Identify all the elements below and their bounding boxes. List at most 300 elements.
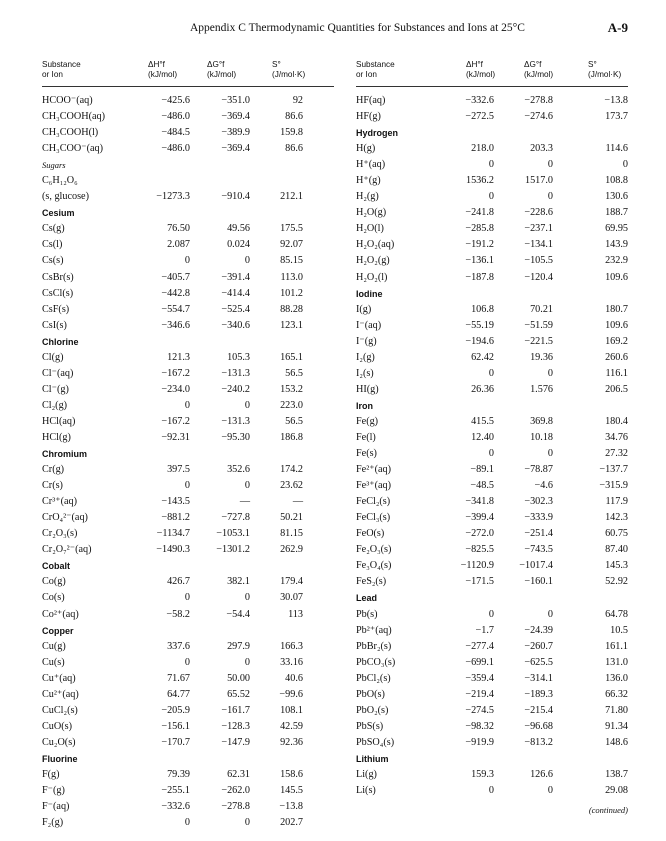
table-row (356, 478, 628, 494)
entropy-value: 262.9 (280, 544, 303, 556)
table-row (42, 783, 334, 799)
entropy-value: 91.34 (605, 720, 628, 732)
enthalpy-value: −143.5 (161, 496, 190, 508)
enthalpy-value: −825.5 (465, 544, 494, 556)
table-row (356, 253, 628, 269)
gibbs-value: −333.9 (524, 512, 553, 524)
gibbs-value: −240.2 (221, 383, 250, 395)
section-heading (42, 623, 334, 639)
entropy-value: 145.5 (280, 785, 303, 797)
substance-name: FeCl₂(s) (356, 496, 391, 508)
enthalpy-value: −699.1 (465, 656, 494, 668)
enthalpy-value: 0 (184, 592, 190, 604)
col-dg-1: ΔG°f (207, 60, 225, 69)
table-row (42, 221, 334, 237)
entropy-value: 64.78 (605, 608, 628, 620)
gibbs-value: −314.1 (524, 672, 553, 684)
substance-name: CuCl₂(s) (42, 704, 78, 716)
table-row (42, 478, 334, 494)
gibbs-value: 19.36 (530, 351, 553, 363)
enthalpy-value: −1120.9 (460, 560, 494, 572)
entropy-value: 142.3 (605, 512, 628, 524)
entropy-value: 161.1 (605, 640, 628, 652)
enthalpy-value: 415.5 (471, 415, 494, 427)
gibbs-value: 369.8 (530, 415, 553, 427)
enthalpy-value: 79.39 (167, 768, 190, 780)
gibbs-value: −189.3 (524, 688, 553, 700)
entropy-value: 92 (292, 95, 303, 106)
gibbs-value: 0 (244, 480, 250, 492)
substance-name: I⁻(g) (356, 335, 377, 347)
col-dh-2: (kJ/mol) (148, 70, 178, 79)
gibbs-value: −134.1 (524, 239, 553, 251)
substance-name: CsF(s) (42, 303, 70, 315)
table-row (356, 655, 628, 671)
gibbs-value: −24.39 (524, 624, 553, 636)
table-row (356, 414, 628, 430)
page-title: Appendix C Thermodynamic Quantities for Substances and Ions at 25°C (190, 22, 525, 34)
entropy-value: 27.32 (605, 448, 628, 460)
gibbs-value: −389.9 (221, 127, 250, 139)
table-row (42, 494, 334, 510)
substance-name: H⁺(aq) (356, 159, 386, 171)
table-row (42, 655, 334, 671)
enthalpy-value: 26.36 (471, 383, 494, 395)
table-row (356, 302, 628, 318)
section-heading (356, 398, 628, 414)
entropy-value: 30.07 (280, 592, 303, 604)
section-heading (356, 286, 628, 302)
enthalpy-value: −187.8 (465, 271, 494, 283)
enthalpy-value: 0 (488, 191, 494, 203)
table-row (42, 350, 334, 366)
entropy-value: 34.76 (605, 431, 628, 443)
gibbs-value: −1017.4 (519, 560, 553, 572)
substance-name: Cl(g) (42, 351, 64, 363)
substance-name: Cr(g) (42, 464, 65, 476)
table-row (42, 703, 334, 719)
entropy-value: 108.1 (280, 704, 303, 716)
table-row (42, 462, 334, 478)
enthalpy-value: 397.5 (167, 464, 190, 476)
substance-name: CsBr(s) (42, 271, 74, 283)
enthalpy-value: 0 (488, 785, 494, 797)
enthalpy-value: −255.1 (161, 785, 190, 797)
entropy-value: 85.15 (280, 255, 303, 267)
substance-name: CrO₄²⁻(aq) (42, 512, 88, 524)
entropy-value: 71.80 (605, 704, 628, 716)
entropy-value: 173.7 (605, 111, 628, 123)
substance-name: CsCl(s) (42, 287, 74, 299)
gibbs-value: −160.1 (524, 576, 553, 588)
entropy-value: 180.7 (605, 303, 628, 315)
gibbs-value: −54.4 (226, 608, 250, 620)
entropy-value: 202.7 (280, 817, 303, 829)
enthalpy-value: −359.4 (465, 672, 494, 684)
substance-name: I₂(s) (356, 367, 374, 379)
gibbs-value: 0 (244, 656, 250, 668)
table-row (42, 719, 334, 735)
gibbs-value: 0 (547, 191, 553, 203)
gibbs-value: −1053.1 (216, 528, 250, 540)
enthalpy-value: −405.7 (161, 271, 190, 283)
entropy-value: 113 (288, 608, 303, 620)
gibbs-value: 70.21 (530, 303, 553, 315)
col-dh-2: (kJ/mol) (466, 70, 496, 79)
entropy-value: 131.0 (605, 656, 628, 668)
substance-name: F₂(g) (42, 817, 64, 829)
entropy-value: 113.0 (280, 271, 303, 283)
section-label: Iodine (356, 288, 383, 299)
enthalpy-value: 76.50 (167, 223, 190, 235)
enthalpy-value: −1490.3 (156, 544, 190, 556)
gibbs-value: 297.9 (227, 640, 250, 652)
gibbs-value: −625.5 (524, 656, 553, 668)
entropy-value: 52.92 (605, 576, 628, 588)
gibbs-value: −369.4 (221, 111, 250, 123)
substance-name: HCl(aq) (42, 415, 76, 427)
gibbs-value: −743.5 (524, 544, 553, 556)
substance-name: HI(g) (356, 383, 379, 395)
gibbs-value: −278.8 (221, 801, 250, 813)
substance-name: F⁻(g) (42, 785, 65, 797)
substance-name: Fe(g) (356, 415, 379, 427)
section-heading (356, 751, 628, 767)
entropy-value: 56.5 (285, 367, 303, 379)
entropy-value: 175.5 (280, 223, 303, 235)
substance-name: Fe₃O₄(s) (356, 560, 392, 572)
substance-name: FeCl₃(s) (356, 512, 391, 524)
substance-name: H(g) (356, 143, 376, 155)
enthalpy-value: −425.6 (161, 95, 190, 106)
table-row (42, 302, 334, 318)
table-row (356, 270, 628, 286)
page-header (0, 22, 666, 38)
col-dh-1: ΔH°f (148, 60, 165, 69)
substance-name: Fe(l) (356, 431, 376, 443)
substance-name: Li(g) (356, 768, 377, 780)
gibbs-value: 203.3 (530, 143, 553, 155)
entropy-value: −13.8 (604, 95, 628, 106)
table-row (356, 639, 628, 655)
substance-name: H₂O₂(l) (356, 271, 388, 283)
entropy-value: 158.6 (280, 768, 303, 780)
entropy-value: 138.7 (605, 768, 628, 780)
gibbs-value: −128.3 (221, 720, 250, 732)
entropy-value: 165.1 (280, 351, 303, 363)
substance-name: Cs(g) (42, 223, 65, 235)
section-label: Sugars (42, 160, 66, 171)
col-dh-1: ΔH°f (466, 60, 483, 69)
substance-name: Cr₂O₃(s) (42, 528, 78, 540)
gibbs-value: −131.3 (221, 367, 250, 379)
table-row (42, 590, 334, 606)
section-label: Lithium (356, 753, 389, 764)
enthalpy-value: −98.32 (465, 720, 494, 732)
substance-name: Li(s) (356, 785, 376, 797)
section-heading (356, 125, 628, 141)
entropy-value: 33.16 (280, 656, 303, 668)
entropy-value: 88.28 (280, 303, 303, 315)
table-row (356, 237, 628, 253)
substance-name: Cu⁺(aq) (42, 672, 76, 684)
gibbs-value: 0.024 (227, 239, 250, 251)
enthalpy-value: 0 (488, 159, 494, 171)
enthalpy-value: −274.5 (465, 704, 494, 716)
gibbs-value: −525.4 (221, 303, 250, 315)
enthalpy-value: −92.31 (161, 431, 190, 443)
gibbs-value: −369.4 (221, 143, 250, 155)
section-heading (356, 590, 628, 606)
section-label: Copper (42, 625, 74, 636)
enthalpy-value: −167.2 (161, 367, 190, 379)
left-table (42, 60, 334, 831)
enthalpy-value: −277.4 (465, 640, 494, 652)
gibbs-value: −215.4 (524, 704, 553, 716)
substance-name: Cs(l) (42, 239, 63, 251)
table-row (42, 526, 334, 542)
col-dg-2: (kJ/mol) (524, 70, 554, 79)
substance-name: HCOO⁻(aq) (42, 95, 93, 106)
enthalpy-value: −486.0 (161, 111, 190, 123)
col-s-1: S° (588, 60, 597, 69)
enthalpy-value: 426.7 (167, 576, 190, 588)
table-row (356, 494, 628, 510)
table-row (42, 542, 334, 558)
table-row (356, 157, 628, 173)
entropy-value: 232.9 (605, 255, 628, 267)
gibbs-value: −95.30 (221, 431, 250, 443)
table-row (42, 189, 334, 205)
entropy-value: 86.6 (285, 111, 303, 123)
substance-name: I⁻(aq) (356, 319, 382, 331)
table-row (356, 382, 628, 398)
table-row (356, 318, 628, 334)
table-row (356, 526, 628, 542)
substance-name: PbO(s) (356, 688, 385, 700)
entropy-value: 109.6 (605, 319, 628, 331)
substance-name: Co(s) (42, 592, 65, 604)
substance-name: FeO(s) (356, 528, 385, 540)
table-row (356, 430, 628, 446)
gibbs-value: −274.6 (524, 111, 553, 123)
substance-name: HF(g) (356, 111, 381, 123)
table-row (42, 735, 334, 751)
substance-name: Fe₂O₃(s) (356, 544, 392, 556)
continued-note: (continued) (588, 805, 628, 815)
substance-name: I₂(g) (356, 351, 375, 363)
table-row (356, 462, 628, 478)
entropy-value: 145.3 (605, 560, 628, 572)
col-s-2: (J/mol·K) (588, 70, 622, 79)
entropy-value: 86.6 (285, 143, 303, 155)
table-row (356, 735, 628, 751)
enthalpy-value: 0 (184, 399, 190, 411)
section-label: Cesium (42, 208, 75, 219)
entropy-value: 50.21 (280, 512, 303, 524)
enthalpy-value: 0 (184, 255, 190, 267)
left-rows (42, 93, 334, 831)
gibbs-value: −105.5 (524, 255, 553, 267)
entropy-value: 148.6 (605, 736, 628, 748)
gibbs-value: −910.4 (221, 191, 250, 203)
entropy-value: 29.08 (605, 785, 628, 797)
table-row (42, 671, 334, 687)
enthalpy-value: −346.6 (161, 319, 190, 331)
entropy-value: 130.6 (605, 191, 628, 203)
table-row (42, 366, 334, 382)
enthalpy-value: −219.4 (465, 688, 494, 700)
enthalpy-value: −171.5 (465, 576, 494, 588)
gibbs-value: −340.6 (221, 319, 250, 331)
table-row (356, 173, 628, 189)
section-label: Chlorine (42, 336, 79, 347)
substance-name: Co(g) (42, 576, 66, 588)
gibbs-value: −391.4 (221, 271, 250, 283)
enthalpy-value: −285.8 (465, 223, 494, 235)
table-row (356, 719, 628, 735)
enthalpy-value: 64.77 (167, 688, 190, 700)
gibbs-value: 0 (547, 608, 553, 620)
gibbs-value: −251.4 (524, 528, 553, 540)
substance-name: PbS(s) (356, 720, 384, 732)
substance-name: HF(aq) (356, 95, 386, 106)
table-row (356, 205, 628, 221)
table-row (42, 270, 334, 286)
table-row (356, 366, 628, 382)
section-heading (42, 558, 334, 574)
enthalpy-value: −136.1 (465, 255, 494, 267)
gibbs-value: −51.59 (524, 319, 553, 331)
table-row (356, 221, 628, 237)
col-substance-2: or Ion (356, 70, 377, 79)
substance-name: Pb(s) (356, 608, 378, 620)
table-row (42, 382, 334, 398)
gibbs-value: 0 (244, 255, 250, 267)
gibbs-value: −1301.2 (216, 544, 250, 556)
entropy-value: 143.9 (605, 239, 628, 251)
table-row (42, 109, 334, 125)
table-row (356, 687, 628, 703)
entropy-value: 40.6 (285, 672, 303, 684)
entropy-value: 69.95 (605, 223, 628, 235)
gibbs-value: 105.3 (227, 351, 250, 363)
enthalpy-value: −194.6 (465, 335, 494, 347)
entropy-value: 179.4 (280, 576, 303, 588)
enthalpy-value: −156.1 (161, 720, 190, 732)
enthalpy-value: 337.6 (167, 640, 190, 652)
table-row (356, 542, 628, 558)
enthalpy-value: −486.0 (161, 143, 190, 155)
substance-name: F⁻(aq) (42, 801, 70, 813)
subsection-heading (42, 157, 334, 173)
gibbs-value: 0 (547, 448, 553, 460)
gibbs-value: −278.8 (524, 95, 553, 106)
table-row (356, 93, 628, 109)
col-substance-1: Substance (356, 60, 395, 69)
substance-name: Cl⁻(aq) (42, 367, 74, 379)
entropy-value: 23.62 (280, 480, 303, 492)
substance-name: Cl₂(g) (42, 399, 68, 411)
substance-name: CsI(s) (42, 319, 67, 331)
table-row (356, 446, 628, 462)
enthalpy-value: −241.8 (465, 207, 494, 219)
enthalpy-value: 12.40 (471, 431, 494, 443)
table-row (42, 430, 334, 446)
enthalpy-value: 0 (488, 367, 494, 379)
gibbs-value: — (239, 496, 250, 508)
enthalpy-value: −554.7 (161, 303, 190, 315)
table-row (42, 607, 334, 623)
table-row (356, 623, 628, 639)
enthalpy-value: 1536.2 (465, 175, 494, 187)
entropy-value: 174.2 (280, 464, 303, 476)
gibbs-value: −131.3 (221, 415, 250, 427)
enthalpy-value: −1.7 (475, 624, 494, 636)
enthalpy-value: −341.8 (465, 496, 494, 508)
gibbs-value: 10.18 (530, 431, 553, 443)
entropy-value: 166.3 (280, 640, 303, 652)
entropy-value: 108.8 (605, 175, 628, 187)
enthalpy-value: 159.3 (471, 768, 494, 780)
enthalpy-value: 0 (184, 480, 190, 492)
substance-name: Cu(s) (42, 656, 65, 668)
table-row (356, 671, 628, 687)
table-row (42, 510, 334, 526)
table-row (42, 639, 334, 655)
entropy-value: 169.2 (605, 335, 628, 347)
enthalpy-value: −48.5 (470, 480, 494, 492)
col-s-2: (J/mol·K) (272, 70, 306, 79)
entropy-value: 92.07 (280, 239, 303, 251)
substance-name: PbBr₂(s) (356, 640, 392, 652)
enthalpy-value: 106.8 (471, 303, 494, 315)
substance-name: PbO₂(s) (356, 704, 389, 716)
substance-name: H₂(g) (356, 191, 379, 203)
table-row (356, 574, 628, 590)
table-row (356, 189, 628, 205)
substance-name: CuO(s) (42, 720, 72, 732)
substance-name: PbCl₂(s) (356, 672, 391, 684)
gibbs-value: −228.6 (524, 207, 553, 219)
substance-name: Fe(s) (356, 448, 377, 460)
substance-name: H₂O(l) (356, 223, 384, 235)
substance-name: Fe³⁺(aq) (356, 480, 392, 492)
table-row (356, 350, 628, 366)
entropy-value: 180.4 (605, 415, 628, 427)
enthalpy-value: −919.9 (465, 736, 494, 748)
section-heading (42, 751, 334, 767)
gibbs-value: 1.576 (530, 383, 553, 395)
enthalpy-value: −272.5 (465, 111, 494, 123)
substance-name: H₂O₂(aq) (356, 239, 395, 251)
table-row (42, 286, 334, 302)
gibbs-value: −78.87 (524, 464, 553, 476)
gibbs-value: −351.0 (221, 95, 250, 106)
enthalpy-value: −272.0 (465, 528, 494, 540)
gibbs-value: 65.52 (227, 688, 250, 700)
gibbs-value: −147.9 (221, 736, 250, 748)
enthalpy-value: −332.6 (161, 801, 190, 813)
table-row (356, 334, 628, 350)
gibbs-value: 0 (244, 817, 250, 829)
substance-name: Cs(s) (42, 255, 64, 267)
entropy-value: −137.7 (599, 464, 628, 476)
entropy-value: −13.8 (279, 801, 303, 813)
substance-name: H₂O₂(g) (356, 255, 390, 267)
substance-name: H₂O(g) (356, 207, 387, 219)
table-row (42, 93, 334, 109)
